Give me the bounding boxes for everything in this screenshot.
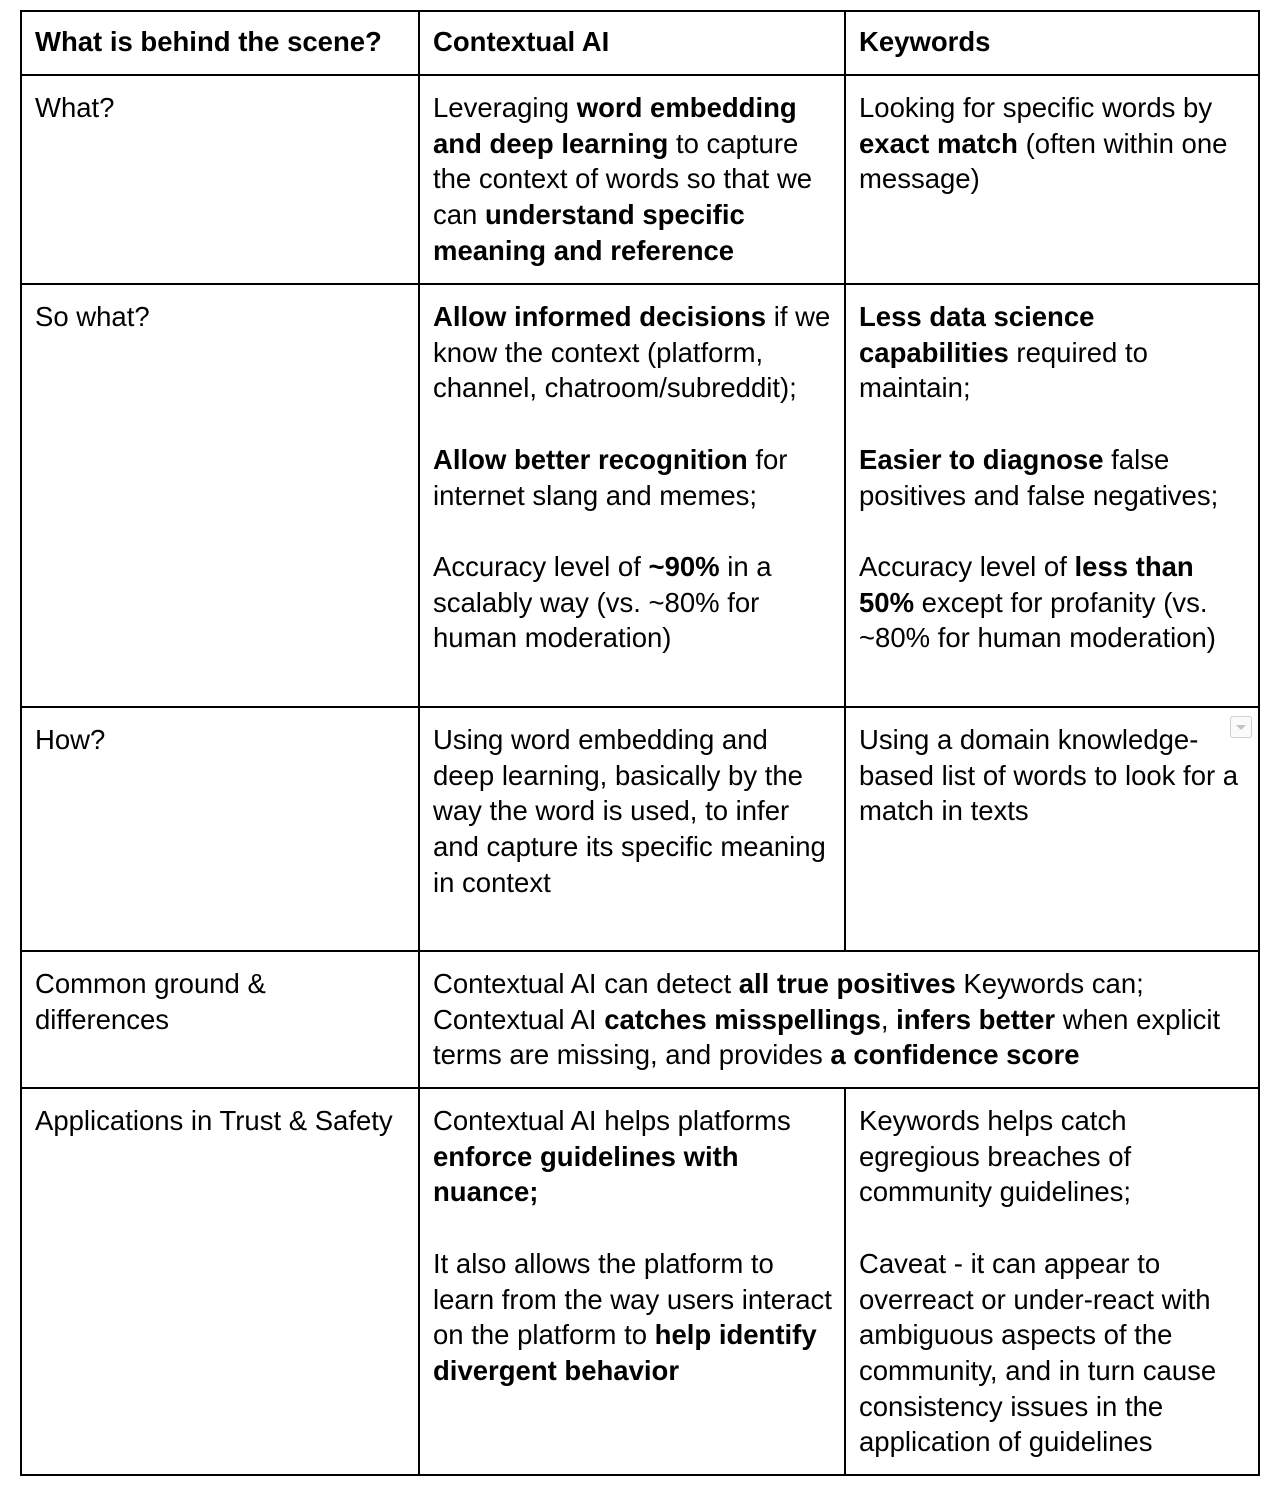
cell-run-bold-text: all true positives — [738, 968, 956, 999]
row-label-so-what: So what? — [21, 284, 419, 707]
cell-run-bold-text: less than 50% — [859, 550, 1194, 618]
cell-what-contextual — [419, 75, 845, 284]
table-row-what — [21, 75, 1259, 284]
comparison-table — [20, 10, 1260, 1476]
cell-paragraph — [859, 1246, 1246, 1460]
cell-paragraph — [433, 549, 832, 656]
chevron-down-icon[interactable] — [1230, 716, 1252, 738]
cell-run-bold-text: enforce guidelines with nuance; — [433, 1140, 739, 1208]
cell-applications-contextual — [419, 1088, 845, 1475]
header-cell-keywords: Keywords — [845, 11, 1259, 75]
cell-run-text: in a scalably way (vs. ~80% for human moderation) — [433, 550, 772, 654]
cell-run-bold-text: Easier to diagnose — [859, 443, 1104, 475]
cell-run-text: Accuracy level of — [859, 550, 1075, 582]
table-row-so-what — [21, 284, 1259, 707]
cell-run-bold-text: Allow better recognition — [433, 443, 748, 475]
table-row-how — [21, 707, 1259, 951]
header-row — [21, 11, 1259, 75]
cell-what-keywords — [845, 75, 1259, 284]
cell-run-text: Using a domain knowledge-based list of words to look for a match in texts — [859, 724, 1239, 827]
cell-paragraph — [859, 549, 1246, 656]
cell-paragraph — [859, 1103, 1246, 1210]
cell-run-text: Keywords helps catch egregious breaches of community guidelines; — [859, 1105, 1132, 1208]
cell-paragraph — [859, 299, 1246, 406]
header-cell-contextual-ai: Contextual AI — [419, 11, 845, 75]
cell-run-text: Looking for specific words by — [859, 92, 1213, 123]
cell-run-text: if we know the context (platform, channel, chatroom/subreddit); — [433, 301, 831, 404]
cell-run-text: Contextual AI helps platforms — [433, 1105, 791, 1136]
cell-run-text: false positives and false negatives; — [859, 443, 1219, 511]
table-row-applications — [21, 1088, 1259, 1475]
cell-run-text: for internet slang and memes; — [433, 443, 788, 511]
cell-run-text: Using word embedding and deep learning, basically by the way the word is used, to infer and capture its specific meaning in context — [433, 724, 826, 898]
cell-run-bold-text: catches misspellings — [604, 1003, 881, 1035]
cell-run-text: Leveraging — [433, 92, 577, 123]
cell-run-text: except for profanity (vs. ~80% for human moderation) — [859, 586, 1216, 654]
cell-run-text: required to maintain; — [859, 336, 1148, 404]
cell-paragraph — [859, 442, 1246, 513]
header-cell-topic: What is behind the scene? — [21, 11, 419, 75]
cell-run-text: Caveat - it can appear to overreact or under-react with ambiguous aspects of the community, and in turn cause consistency issues in the application of guidelines — [859, 1247, 1217, 1458]
cell-run-bold-text: exact match — [859, 127, 1018, 159]
cell-run-bold-text: ~90% — [648, 550, 720, 582]
cell-run-text: when explicit terms are missing, and provides — [433, 1003, 1221, 1071]
row-label-applications: Applications in Trust & Safety — [21, 1088, 419, 1475]
row-label-common-ground: Common ground & differences — [21, 951, 419, 1088]
cell-run-text: It also allows the platform to learn from the way users interact on the platform to — [433, 1247, 832, 1351]
cell-run-text: Keywords can; Contextual AI — [433, 968, 1144, 1035]
cell-run-bold-text: infers better — [896, 1003, 1056, 1035]
cell-applications-keywords — [845, 1088, 1259, 1475]
cell-run-text: (often within one message) — [859, 127, 1228, 195]
cell-run-text: , — [880, 1003, 897, 1035]
row-label-how: How? — [21, 707, 419, 951]
cell-run-bold-text: understand specific meaning and reference — [433, 199, 745, 266]
cell-so-what-keywords — [845, 284, 1259, 707]
cell-paragraph — [433, 1103, 832, 1210]
cell-run-text: to capture the context of words so that we can — [433, 127, 813, 231]
cell-run-text: Accuracy level of — [433, 550, 649, 582]
cell-run-bold-text: Allow informed decisions — [433, 301, 767, 332]
cell-run-bold-text: word embedding and deep learning — [433, 92, 797, 159]
cell-paragraph — [433, 1246, 832, 1389]
cell-run-bold-text: help identify divergent behavior — [433, 1319, 817, 1386]
cell-paragraph — [433, 442, 832, 513]
cell-so-what-contextual — [419, 284, 845, 707]
cell-run-bold-text: a confidence score — [830, 1039, 1080, 1071]
table-row-common-ground — [21, 951, 1259, 1088]
cell-how-keywords-text — [859, 724, 1238, 826]
cell-run-text: Contextual AI can detect — [433, 968, 739, 999]
cell-how-contextual — [419, 707, 845, 951]
row-label-what: What? — [21, 75, 419, 284]
cell-how-keywords — [845, 707, 1259, 951]
cell-common-ground-merged — [419, 951, 1259, 1088]
cell-paragraph — [433, 299, 832, 406]
cell-run-bold-text: Less data science capabilities — [859, 301, 1095, 368]
